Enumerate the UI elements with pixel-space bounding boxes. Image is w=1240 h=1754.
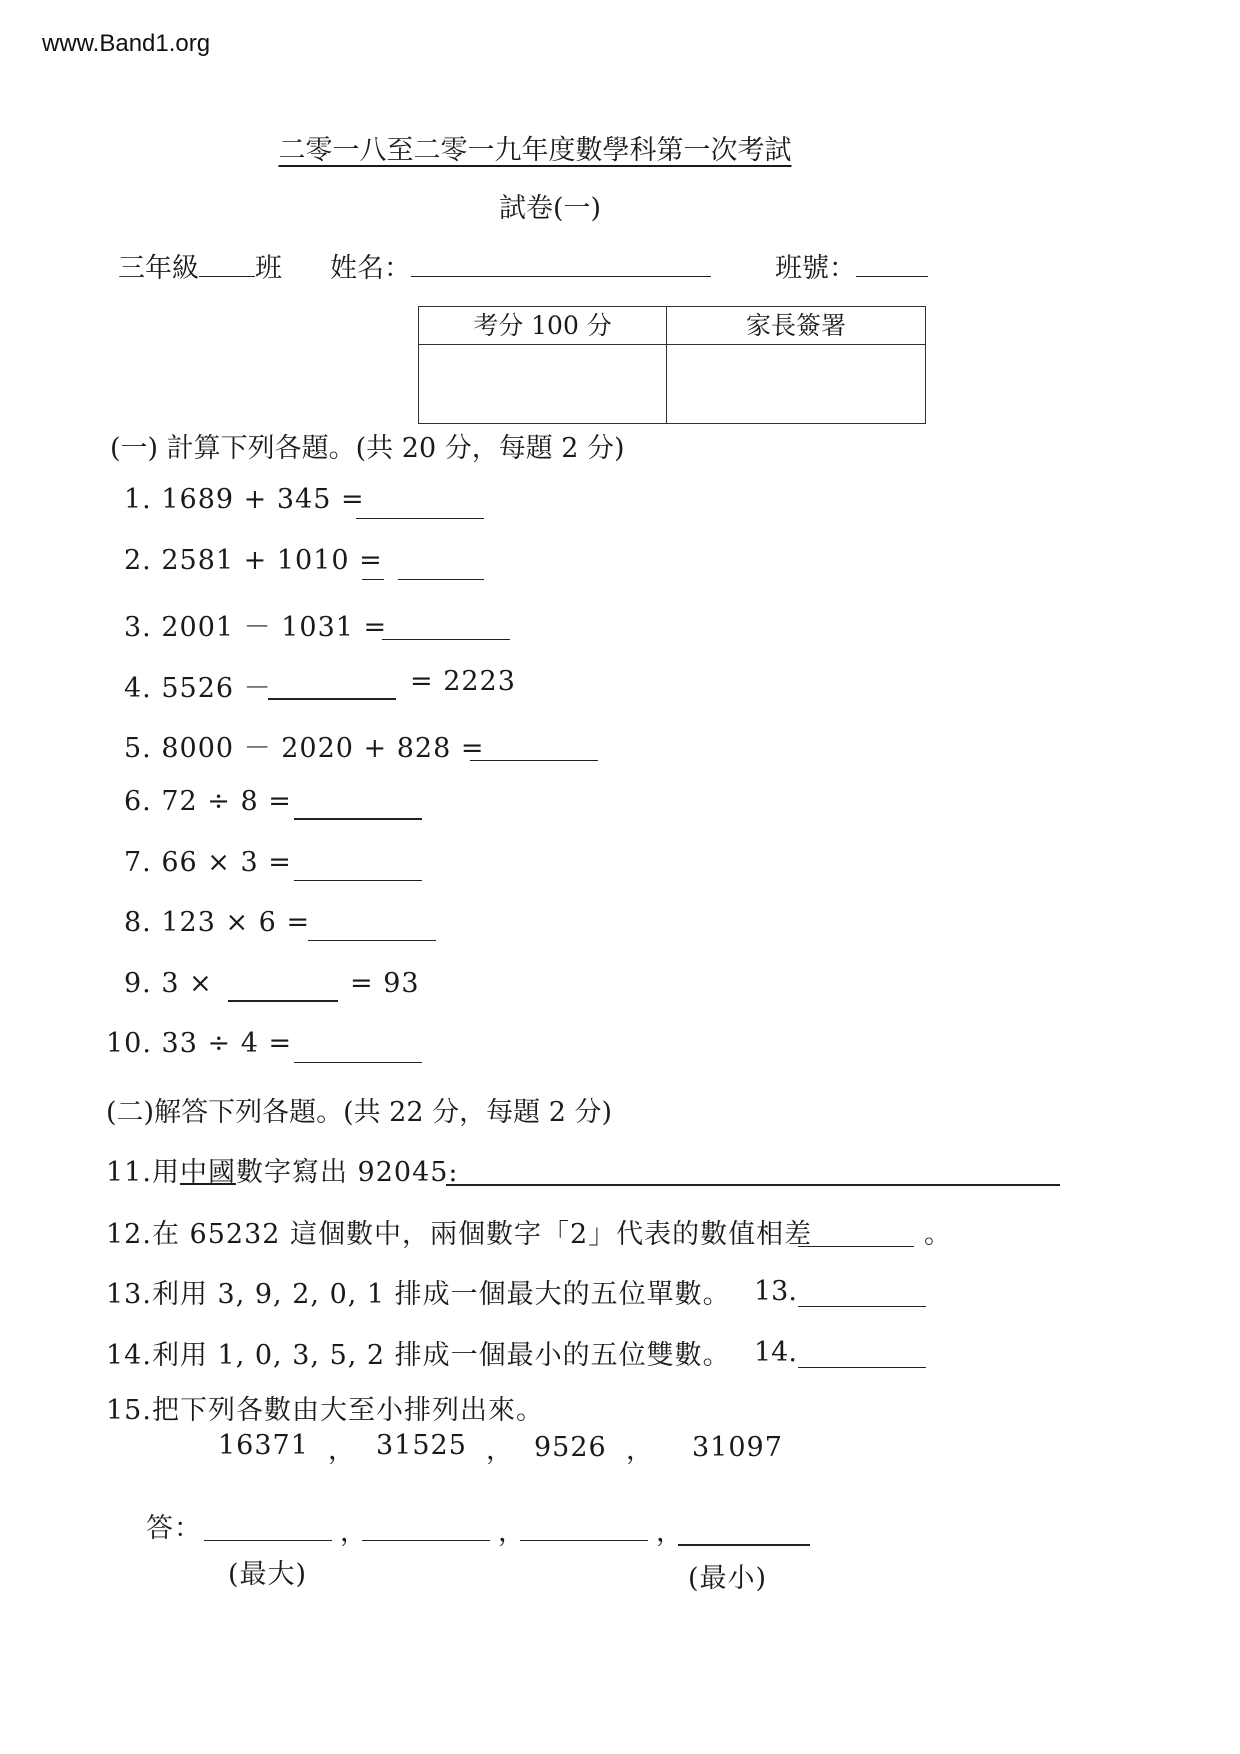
question-number: 12. bbox=[106, 1219, 152, 1250]
largest-label: (最大) bbox=[228, 1559, 308, 1590]
answer-label-15: 答： bbox=[146, 1513, 202, 1544]
answer-label-14: 14. bbox=[754, 1337, 797, 1368]
number-separator: ， bbox=[328, 1435, 356, 1466]
answer-separator: ， bbox=[498, 1517, 526, 1548]
score-table bbox=[418, 306, 926, 424]
question-number: 9. bbox=[124, 968, 152, 999]
answer-blank-15c[interactable] bbox=[520, 1540, 648, 1541]
question-text: 利用 3, 9, 2, 0, 1 排成一個最大的五位單數。 bbox=[151, 1279, 731, 1310]
question-text: 把下列各數由大至小排列出來。 bbox=[151, 1395, 544, 1426]
question-number: 8. bbox=[124, 907, 152, 938]
question-text: 5526 － bbox=[161, 673, 272, 704]
name-field bbox=[330, 246, 711, 285]
question-number: 14. bbox=[106, 1340, 152, 1371]
question-number: 13. bbox=[106, 1279, 152, 1310]
answer-blank-2a[interactable] bbox=[362, 579, 384, 580]
question-4-result: = 2223 bbox=[410, 666, 516, 697]
question-text-underlined: 中國 bbox=[179, 1157, 236, 1188]
number-item: 16371 bbox=[218, 1430, 309, 1461]
paper-subtitle: 試卷(一) bbox=[498, 193, 602, 224]
question-14 bbox=[106, 1333, 731, 1372]
smallest-label: (最小) bbox=[688, 1563, 768, 1594]
number-item: 9526 bbox=[534, 1432, 607, 1463]
signature-cell[interactable] bbox=[667, 345, 925, 423]
question-number: 4. bbox=[124, 673, 152, 704]
question-4 bbox=[124, 666, 272, 705]
question-text: 利用 1, 0, 3, 5, 2 排成一個最小的五位雙數。 bbox=[151, 1340, 731, 1371]
answer-blank-6[interactable] bbox=[294, 818, 422, 820]
question-text: 1689 + 345 = bbox=[161, 484, 365, 515]
class-label: 班 bbox=[255, 253, 282, 284]
number-field bbox=[775, 246, 928, 285]
number-item: 31525 bbox=[376, 1430, 467, 1461]
question-text: 用 bbox=[151, 1157, 180, 1188]
number-separator: ， bbox=[486, 1435, 514, 1466]
number-label: 班號： bbox=[775, 253, 856, 284]
answer-blank-3[interactable] bbox=[382, 639, 510, 640]
score-cell[interactable] bbox=[419, 345, 667, 423]
question-text: 數字寫出 92045: bbox=[235, 1157, 459, 1188]
answer-blank-12[interactable] bbox=[798, 1246, 914, 1247]
answer-label-13: 13. bbox=[754, 1276, 797, 1307]
question-number: 3. bbox=[124, 612, 152, 643]
name-label: 姓名： bbox=[330, 253, 411, 284]
question-text: 8000 － 2020 + 828 = bbox=[161, 733, 485, 764]
section2-heading: (二)解答下列各題。(共 22 分，每題 2 分) bbox=[106, 1097, 612, 1128]
site-url: www.Band1.org bbox=[42, 30, 211, 57]
grade-class-field bbox=[118, 246, 282, 285]
question-number: 5. bbox=[124, 733, 152, 764]
question-9 bbox=[124, 968, 213, 999]
question-2 bbox=[124, 545, 383, 576]
question-1 bbox=[124, 484, 365, 515]
question-text: 66 × 3 = bbox=[161, 847, 292, 878]
answer-blank-4[interactable] bbox=[268, 698, 396, 700]
question-8 bbox=[124, 907, 310, 938]
section1-heading: (一) 計算下列各題。(共 20 分，每題 2 分) bbox=[110, 433, 625, 464]
question-number: 2. bbox=[124, 545, 152, 576]
grade-label: 三年級 bbox=[118, 253, 199, 284]
answer-blank-8[interactable] bbox=[308, 940, 436, 941]
number-separator: ， bbox=[626, 1435, 654, 1466]
answer-blank-9[interactable] bbox=[228, 1000, 338, 1002]
answer-blank-2b[interactable] bbox=[398, 579, 484, 580]
answer-blank-1[interactable] bbox=[356, 518, 484, 519]
answer-separator: ， bbox=[340, 1517, 368, 1548]
question-7 bbox=[124, 847, 292, 878]
question-text: 123 × 6 = bbox=[161, 907, 311, 938]
answer-blank-15b[interactable] bbox=[362, 1540, 490, 1541]
question-number: 11. bbox=[106, 1157, 152, 1188]
question-text: 33 ÷ 4 = bbox=[161, 1028, 293, 1059]
question-text: 在 65232 這個數中，兩個數字「2」代表的數值相差 bbox=[151, 1219, 813, 1250]
number-blank[interactable] bbox=[856, 276, 928, 277]
question-12 bbox=[106, 1212, 812, 1251]
answer-blank-13[interactable] bbox=[798, 1306, 926, 1307]
question-text: 2001 － 1031 = bbox=[161, 612, 388, 643]
question-9-result: = 93 bbox=[350, 968, 420, 999]
question-3 bbox=[124, 605, 387, 644]
question-number: 1. bbox=[124, 484, 152, 515]
question-text: 3 × bbox=[161, 968, 213, 999]
question-15 bbox=[106, 1388, 544, 1427]
question-11 bbox=[106, 1150, 459, 1189]
question-10 bbox=[106, 1028, 292, 1059]
question-text: 72 ÷ 8 = bbox=[161, 786, 292, 817]
answer-blank-11[interactable] bbox=[446, 1184, 1060, 1186]
score-header: 考分 100 分 bbox=[419, 307, 667, 345]
answer-blank-14[interactable] bbox=[798, 1367, 926, 1368]
exam-title: 二零一八至二零一九年度數學科第一次考試 bbox=[278, 135, 792, 166]
class-blank[interactable] bbox=[199, 276, 255, 277]
question-5 bbox=[124, 726, 484, 765]
question-number: 6. bbox=[124, 786, 152, 817]
question-number: 7. bbox=[124, 847, 152, 878]
answer-blank-15a[interactable] bbox=[204, 1540, 332, 1541]
answer-blank-10[interactable] bbox=[294, 1062, 422, 1063]
answer-blank-5[interactable] bbox=[470, 760, 598, 761]
question-number: 15. bbox=[106, 1395, 152, 1426]
answer-blank-15d[interactable] bbox=[678, 1544, 810, 1546]
question-13 bbox=[106, 1272, 731, 1311]
signature-header: 家長簽署 bbox=[667, 307, 925, 345]
question-text: 2581 + 1010 = bbox=[161, 545, 383, 576]
question-12-suffix: 。 bbox=[924, 1219, 952, 1250]
name-blank[interactable] bbox=[411, 276, 711, 277]
question-6 bbox=[124, 786, 292, 817]
answer-blank-7[interactable] bbox=[294, 880, 422, 881]
answer-separator: ， bbox=[656, 1517, 684, 1548]
number-item: 31097 bbox=[692, 1432, 783, 1463]
question-number: 10. bbox=[106, 1028, 152, 1059]
